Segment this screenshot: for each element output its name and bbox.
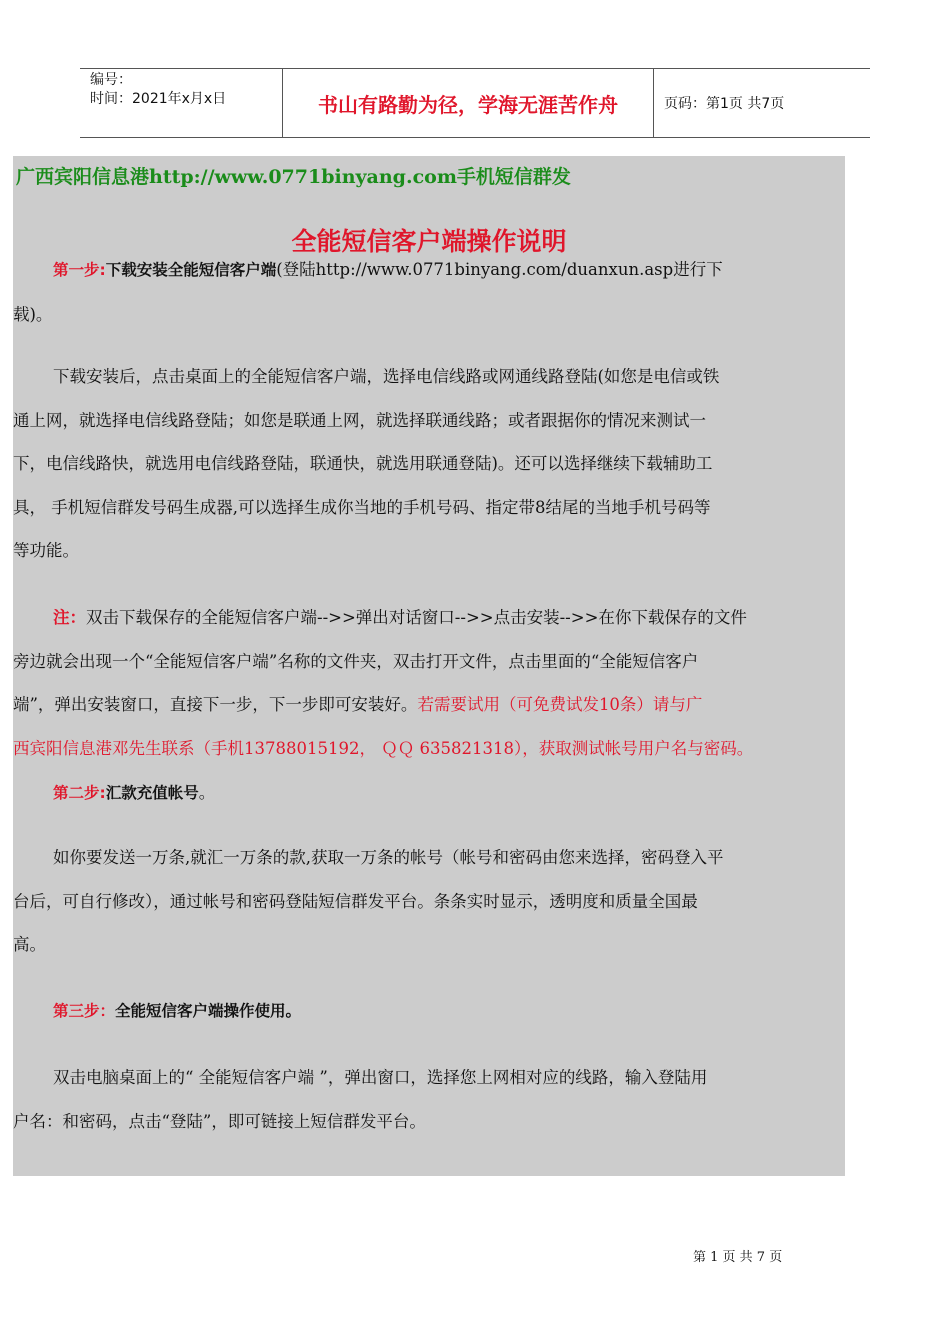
site-line: 广西宾阳信息港http://www.0771binyang.com手机短信群发 [16,166,571,188]
download-paragraph [13,355,843,573]
number-label: 编号： [90,72,132,88]
document-title: 全能短信客户端操作说明 [291,227,567,256]
step1-line2: 载)。 [13,304,53,324]
usage-line2: 户名：和密码，点击“登陆”，即可链接上短信群发平台。 [13,1111,426,1131]
header-meta [80,69,282,137]
header-motto: 书山有路勤为径，学海无涯苦作舟 [282,69,654,137]
note-line3 [13,683,843,727]
trial-contact-text: 若需要试用（可免费试发10条）请与广 [417,695,703,714]
step1-title: 下载安装全能短信客户端 [105,261,277,279]
note-paragraph [13,596,843,770]
step2-paragraph [13,771,843,816]
header-page-info: 页码：第1页 共7页 [664,96,785,112]
note-line2: 旁边就会出现一个“全能短信客户端”名称的文件夹，双击打开文件，点击里面的“全能短信客户 [13,651,699,671]
usage-paragraph [13,1056,843,1143]
step1-text: (登陆http://www.0771binyang.com/duanxun.asp进行下 [276,260,723,279]
remit-line2: 台后，可自行修改），通过帐号和密码登陆短信群发平台。条条实时显示，透明度和质量全国最 [13,891,698,911]
note-label: 注： [53,608,86,627]
download-line3: 下，电信线路快，就选用电信线路登陆，联通快，就选用联通登陆)。还可以选择继续下载辅助工 [13,454,713,473]
step2-title: 汇款充值帐号 [105,784,199,802]
trial-contact-line2: 西宾阳信息港邓先生联系（手机13788015192， ＱＱ 635821318），获取测试帐号用户名与密码。 [13,738,754,758]
download-line5: 等功能。 [13,541,79,560]
download-line2: 通上网，就选择电信线路登陆；如您是联通上网，就选择联通线路；或者跟据你的情况来测试一 [13,410,706,430]
page-header [80,68,870,138]
remit-line1: 如你要发送一万条,就汇一万条的款,获取一万条的帐号（帐号和密码由您来选择，密码登入平 [53,848,724,867]
step1-paragraph [13,248,843,336]
step3-title: 全能短信客户端操作使用。 [115,1002,302,1020]
step1-label: 第一步: [53,261,106,279]
step2-line [13,771,843,816]
usage-line1: 双击电脑桌面上的“ 全能短信客户端 ”，弹出窗口，选择您上网相对应的线路，输入登陆用 [53,1068,708,1087]
remit-paragraph [13,836,843,967]
step3-line [13,989,843,1034]
step1-line1 [13,248,843,293]
step3-paragraph [13,989,843,1034]
note-text3: 端”，弹出安装窗口，直接下一步，下一步即可安装好。 [13,695,418,714]
remit-line3: 高。 [13,935,46,954]
download-line4: 具， 手机短信群发号码生成器,可以选择生成你当地的手机号码、指定带8结尾的当地手机号码等 [13,497,711,517]
step2-label: 第二步: [53,784,106,802]
note-text1: 双击下载保存的全能短信客户端-->>弹出对话窗口-->>点击安装-->>在你下载保存的文件 [86,608,747,627]
note-line1 [13,596,843,640]
time-label: 时间：2021年x月x日 [90,91,227,107]
step2-end: 。 [198,783,216,802]
download-line1: 下载安装后，点击桌面上的全能短信客户端，选择电信线路或网通线路登陆(如您是电信或铁 [53,367,720,386]
page-footer: 第 1 页 共 7 页 [693,1250,783,1265]
content-panel [13,156,845,1176]
step3-label: 第三步： [53,1002,116,1020]
